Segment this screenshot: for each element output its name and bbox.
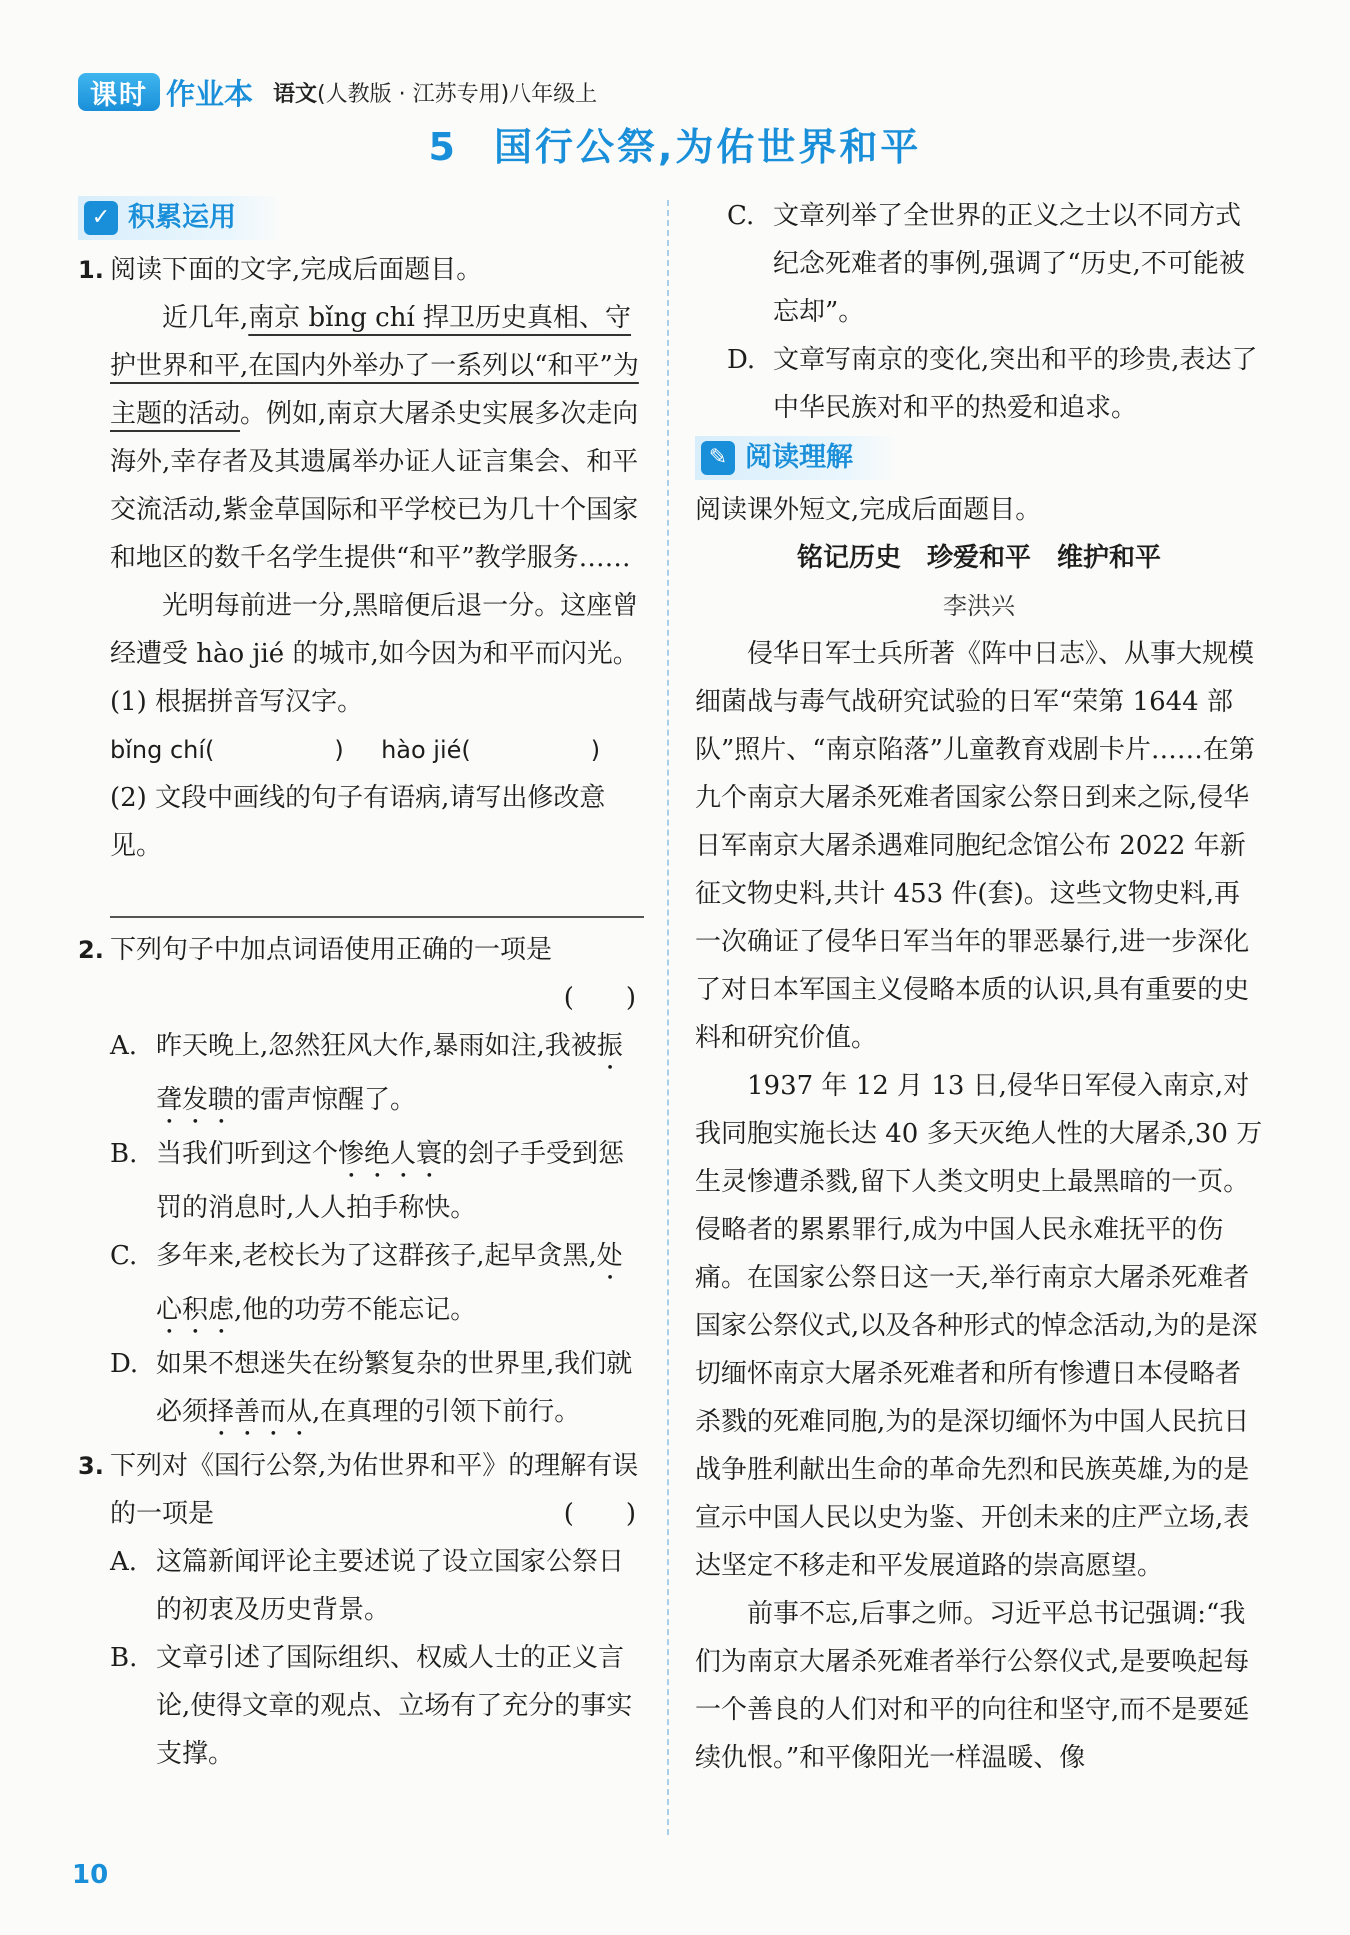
option-label: A. bbox=[110, 1547, 138, 1577]
option-b bbox=[78, 1634, 644, 1778]
option-text: ,在真理的引领下前行。 bbox=[312, 1397, 581, 1427]
book-info bbox=[273, 77, 597, 108]
option-label: A. bbox=[110, 1031, 138, 1061]
answer-paren[interactable]: ( ) bbox=[563, 983, 636, 1013]
option-d bbox=[78, 1340, 644, 1442]
question-3 bbox=[78, 1442, 644, 1538]
option-text: 的刽子手受到惩罚的消息时,人人拍手称快。 bbox=[156, 1139, 625, 1223]
edition-label: (人教版 · 江苏专用)八年级上 bbox=[317, 81, 598, 107]
option-text: 当我们听到这个 bbox=[156, 1139, 339, 1169]
question-stem: 阅读下面的文字,完成后面题目。 bbox=[110, 255, 483, 285]
option-text: 昨天晚上,忽然狂风大作,暴雨如注,我被 bbox=[156, 1031, 597, 1061]
option-text: 如果不想迷失在纷繁复杂的世界里,我们就必须 bbox=[156, 1349, 633, 1427]
dotted-word: 处心积虑 bbox=[156, 1241, 623, 1325]
passage-paragraph bbox=[110, 294, 644, 582]
option-c bbox=[78, 1232, 644, 1340]
q1-passage bbox=[78, 294, 644, 870]
pinyin-answer-row bbox=[110, 726, 644, 774]
lesson-number: 5 bbox=[428, 125, 458, 169]
page-header bbox=[78, 70, 597, 114]
pencil-icon: ✎ bbox=[701, 441, 735, 475]
question-number: 2. bbox=[78, 936, 104, 964]
option-label: B. bbox=[110, 1139, 138, 1169]
article-paragraph: 前事不忘,后事之师。习近平总书记强调:“我们为南京大屠杀死难者举行公祭仪式,是要唤起每一个善良的人们对和平的向往和坚守,而不是要延续仇恨。”和平像阳光一样温暖、像 bbox=[695, 1599, 1250, 1773]
option-text: 文章列举了全世界的正义之士以不同方式纪念死难者的事例,强调了“历史,不可能被忘却”。 bbox=[773, 201, 1245, 327]
option-text: 这篇新闻评论主要述说了设立国家公祭日的初衷及历史背景。 bbox=[156, 1547, 625, 1625]
option-label: B. bbox=[110, 1643, 138, 1673]
brand-logo-box: 课时 bbox=[78, 73, 160, 111]
option-text: 文章引述了国际组织、权威人士的正义言论,使得文章的观点、立场有了充分的事实支撑。 bbox=[156, 1643, 633, 1769]
subject-label: 语文 bbox=[273, 81, 318, 107]
question-stem-text: 下列对《国行公祭,为佑世界和平》的理解有误的一项是 bbox=[110, 1451, 639, 1529]
pinyin-prompt: hào jié( bbox=[381, 736, 471, 764]
sub-question-2: (2) 文段中画线的句子有语病,请写出修改意见。 bbox=[110, 783, 606, 861]
option-a bbox=[78, 1538, 644, 1634]
article-title: 铭记历史 珍爱和平 维护和平 bbox=[796, 543, 1161, 573]
pinyin-prompt: bǐng chí( bbox=[110, 736, 215, 764]
dotted-word: 惨绝人寰 bbox=[338, 1139, 443, 1169]
option-label: D. bbox=[110, 1349, 139, 1379]
pinyin-paren: ) bbox=[590, 736, 601, 764]
column-divider bbox=[667, 200, 669, 1835]
sub-question-1: (1) 根据拼音写汉字。 bbox=[110, 687, 364, 717]
option-text: ,他的功劳不能忘记。 bbox=[234, 1295, 477, 1325]
lesson-title-text: 国行公祭,为佑世界和平 bbox=[494, 125, 922, 169]
answer-line[interactable] bbox=[110, 876, 644, 918]
option-text: 多年来,老校长为了这群孩子,起早贪黑, bbox=[156, 1241, 597, 1271]
checkmark-icon: ✓ bbox=[84, 201, 118, 235]
option-a bbox=[78, 1022, 644, 1130]
lesson-title bbox=[0, 116, 1350, 171]
dotted-word: 择善而从 bbox=[208, 1397, 313, 1427]
question-1 bbox=[78, 246, 644, 294]
section-reading-label: 阅读理解 bbox=[745, 442, 853, 473]
article-paragraph: 1937 年 12 月 13 日,侵华日军侵入南京,对我同胞实施长达 40 多天灭绝人性的大屠杀,30 万生灵惨遭杀戮,留下人类文明史上最黑暗的一页。侵略者的累累罪行,成为中国人民永难抚平的伤痛。在国家公祭日这一天,举行南京大屠杀死难者国家公祭仪式,以及各种形式的悼念活动,为的是深切缅怀南京大屠杀死难者和所有惨遭日本侵略者杀戮的死难同胞,为的是深切缅怀为中国人民抗日战争胜利献出生命的革命先烈和民族英雄,为的是宣示中国人民以史为鉴、开创未来的庄严立场,表达坚定不移走和平发展道路的崇高愿望。 bbox=[695, 1071, 1263, 1581]
question-stem: 下列句子中加点词语使用正确的一项是 bbox=[110, 935, 553, 965]
option-text: 文章写南京的变化,突出和平的珍贵,表达了中华民族对和平的热爱和追求。 bbox=[773, 345, 1258, 423]
dotted-word: 振聋发聩 bbox=[156, 1031, 623, 1115]
left-column bbox=[78, 192, 644, 1778]
article-author: 李洪兴 bbox=[943, 592, 1015, 620]
option-b bbox=[78, 1130, 644, 1232]
article-paragraph: 侵华日军士兵所著《阵中日志》、从事大规模细菌战与毒气战研究试验的日军“荣第 1644 部队”照片、“南京陷落”儿童教育戏剧卡片……在第九个南京大屠杀死难者国家公祭日到来之际,侵华日军南京大屠杀遇难同胞纪念馆公布 2022 年新征文物史料,共计 453 件(套)。这些文物史料,再一次确证了侵华日军当年的罪恶暴行,进一步深化了对日本军国主义侵略本质的认识,具有重要的史料和研究价值。 bbox=[695, 639, 1255, 1053]
right-column bbox=[695, 192, 1263, 1782]
question-number: 1. bbox=[78, 256, 104, 284]
answer-paren[interactable]: ( ) bbox=[563, 1499, 636, 1529]
option-label: C. bbox=[110, 1241, 138, 1271]
section-reading bbox=[695, 436, 899, 480]
option-d bbox=[695, 336, 1263, 432]
passage-text: 。例如,南京大屠杀史实展多次走向海外,幸存者及其遗属举办证人证言集会、和平交流活动,紫金草国际和平学校已为几十个国家和地区的数千名学生提供“和平”教学服务…… bbox=[110, 399, 639, 573]
pinyin-paren: ) bbox=[334, 736, 344, 764]
brand-logo-text: 作业本 bbox=[166, 76, 254, 111]
reading-intro: 阅读课外短文,完成后面题目。 bbox=[695, 495, 1042, 525]
section-accumulate bbox=[78, 196, 282, 240]
question-number: 3. bbox=[78, 1452, 104, 1480]
underlined-sentence: 南京 bǐng chí 捍卫历史真相、守护世界和平,在国内外举办了一系列以“和平”为主题的活动 bbox=[110, 303, 639, 429]
passage-paragraph: 光明每前进一分,黑暗便后退一分。这座曾经遭受 hào jié 的城市,如今因为和平而闪光。 bbox=[110, 591, 639, 669]
section-accumulate-label: 积累运用 bbox=[128, 202, 236, 233]
passage-text: 近几年, bbox=[162, 303, 249, 333]
option-text: 的雷声惊醒了。 bbox=[234, 1085, 417, 1115]
option-label: D. bbox=[727, 345, 756, 375]
page-number: 10 bbox=[72, 1860, 109, 1890]
question-2 bbox=[78, 926, 644, 1022]
option-label: C. bbox=[727, 201, 755, 231]
option-c bbox=[695, 192, 1263, 336]
